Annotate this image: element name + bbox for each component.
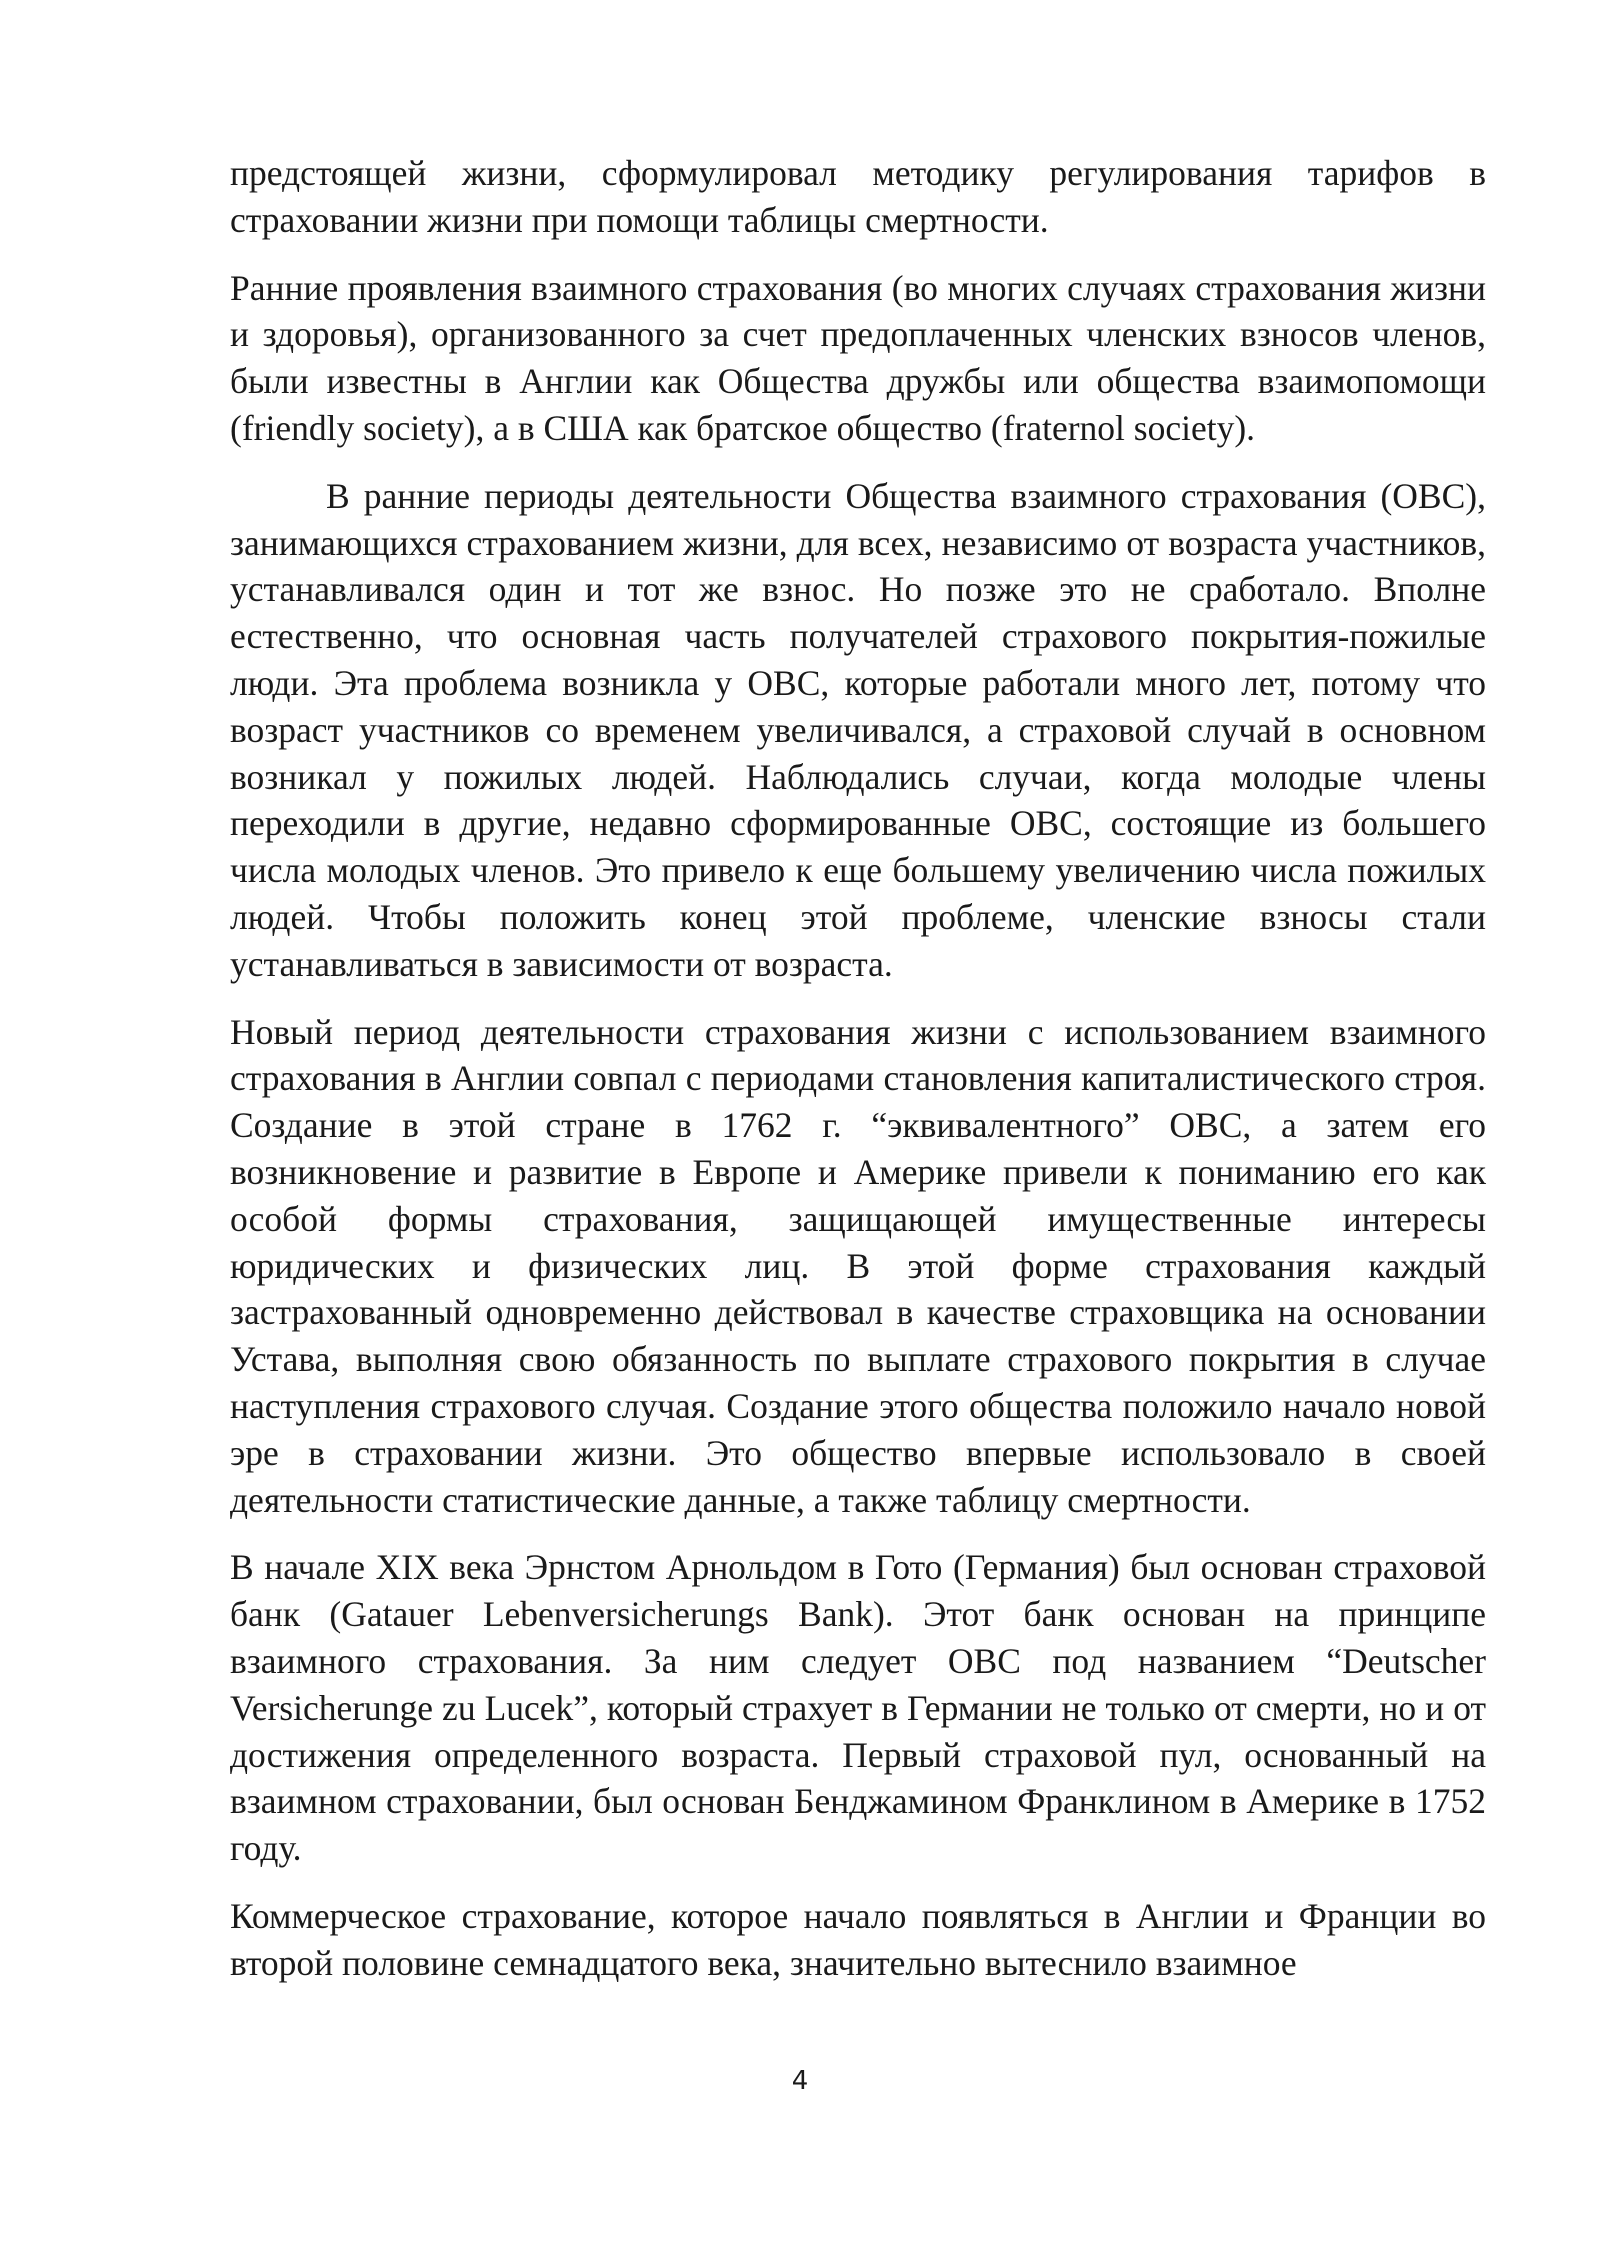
paragraph-continuation: предстоящей жизни, сформулировал методику регулирования тарифов в страховании жизни при помощи таблицы смертности. [230, 153, 1486, 240]
paragraph-xix-century: В начале XIX века Эрнстом Арнольдом в Гото (Германия) был основан страховой банк (Gatauer Lebenversicherungs Bank). Этот банк основан на принципе взаимного страхования. За ним следует ОВС под названием “Deutscher Versicherunge zu Lucek”, который страхует в Германии не только от смерти, но и от достижения определенного возраста. Первый страховой пул, основанный на взаимном страховании, был основан Бенджамином Франклином в Америке в 1752 году. [230, 1547, 1486, 1869]
paragraph-commercial-insurance: Коммерческое страхование, которое начало появляться в Англии и Франции во второй половине семнадцатого века, значительно вытеснило взаимное [230, 1895, 1486, 1983]
paragraph-new-period: Новый период деятельности страхования жизни с использованием взаимного страхования в Англии совпал с периодами становления капиталистического строя. Создание в этой стране в 1762 г. “эквивалентного” ОВС, а затем его возникновение и развитие в Европе и Америке привели к пониманию его как особой формы страхования, защищающей имущественные интересы юридических и физических лиц. В этой форме страхования каждый застрахованный одновременно действовал в качестве страховщика на основании Устава, выполняя свою обязанность по выплате страхового покрытия в случае наступления страхового случая. Создание этого общества положило начало новой эре в страховании жизни. Это общество впервые использовало в своей деятельности статистические данные, а также таблицу смертности. [230, 1011, 1486, 1520]
paragraph-ovs-early-periods: В ранние периоды деятельности Общества взаимного страхования (ОВС), занимающихся страхованием жизни, для всех, независимо от возраста участников, устанавливался один и тот же взнос. Но позже это не сработало. Вполне естественно, что основная часть получателей страхового покрытия-пожилые люди. Эта проблема возникла у ОВС, которые работали много лет, потому что возраст участников со временем увеличивался, а страховой случай в основном возникал у пожилых людей. Наблюдались случаи, когда молодые члены переходили в другие, недавно сформированные ОВС, состоящие из большего числа молодых членов. Это привело к еще большему увеличению числа пожилых людей. Чтобы положить конец этой проблеме, членские взносы стали устанавливаться в зависимости от возраста. [230, 475, 1486, 984]
paragraph-early-mutual-insurance: Ранние проявления взаимного страхования (во многих случаях страхования жизни и здоровья), организованного за счет предоплаченных членских взносов членов, были известны в Англии как Общества дружбы или общества взаимопомощи (friendly society), а в США как братское общество (fraternol society). [230, 267, 1486, 448]
body-text [230, 150, 1486, 2007]
page-number: 4 [791, 2066, 809, 2096]
